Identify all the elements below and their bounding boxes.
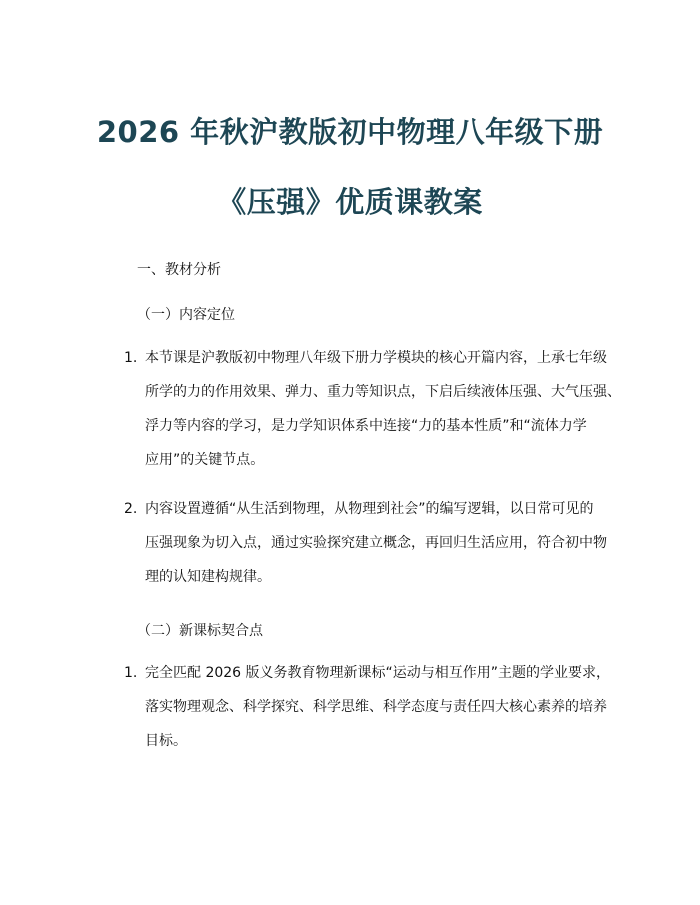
document-title-line-1: 2026 年秋沪教版初中物理八年级下册 — [96, 115, 604, 149]
document-title-line-2: 《压强》优质课教案 — [217, 185, 483, 219]
list-item-number: 1. — [124, 350, 138, 366]
list-item-text — [145, 492, 624, 594]
text-line: 完全匹配 2026 版义务教育物理新课标“运动与相互作用”主题的学业要求， — [145, 665, 611, 681]
list-item-number: 2. — [124, 501, 138, 517]
section-heading-textbook-analysis: 一、教材分析 — [137, 262, 221, 278]
text-line: 内容设置遵循“从生活到物理，从物理到社会”的编写逻辑，以日常可见的 — [145, 501, 594, 517]
list-item-number: 1. — [124, 665, 138, 681]
text-line: 理的认知建构规律。 — [145, 569, 271, 585]
list-item — [124, 341, 624, 477]
text-line: 本节课是沪教版初中物理八年级下册力学模块的核心开篇内容，上承七年级 — [145, 350, 607, 366]
text-line: 压强现象为切入点，通过实验探究建立概念，再回归生活应用，符合初中物 — [145, 535, 607, 551]
list-item-text — [145, 656, 624, 758]
list-item-text — [145, 341, 624, 477]
text-line: 所学的力的作用效果、弹力、重力等知识点，下启后续液体压强、大气压强、 — [145, 384, 621, 400]
text-line: 落实物理观念、科学探究、科学思维、科学态度与责任四大核心素养的培养 — [145, 699, 607, 715]
list-item — [124, 656, 624, 758]
subsection-heading-curriculum-standards: （二）新课标契合点 — [137, 623, 263, 639]
list-item — [124, 492, 624, 594]
text-line: 浮力等内容的学习，是力学知识体系中连接“力的基本性质”和“流体力学 — [145, 418, 587, 434]
text-line: 应用”的关键节点。 — [145, 452, 265, 468]
text-line: 目标。 — [145, 733, 187, 749]
subsection-heading-content-positioning: （一）内容定位 — [137, 307, 235, 323]
